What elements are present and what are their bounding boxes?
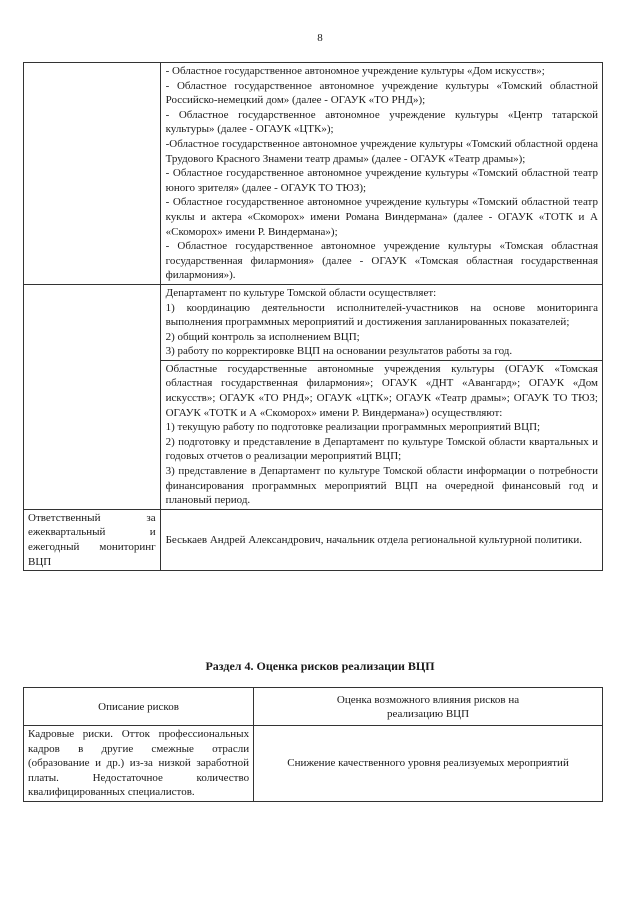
risk-description-cell — [24, 726, 254, 802]
table-header-row — [24, 688, 603, 726]
list-item: Департамент по культуре Томской области осуществляет: — [165, 286, 437, 299]
monitoring-label-cell — [24, 509, 161, 570]
risk-impact-cell — [254, 726, 603, 802]
table-cell-institution-duties — [160, 360, 602, 509]
header-risk-impact-text: Оценка возможного влияния рисков на реализацию ВЦП — [336, 693, 520, 720]
table-cell-empty — [24, 63, 161, 285]
list-item: 3) работу по корректировке ВЦП на основании результатов работы за год. — [165, 345, 513, 358]
list-item: - Областное государственное автономное учреждение культуры «Томский областной Российско-немецкий дом» (далее - ОГАУК «ТО РНД»); — [165, 79, 598, 107]
list-item: - Областное государственное автономное учреждение культуры «Томский областной театр куклы и актера «Скоморох» имени Романа Виндермана» (далее - ОГАУК «ТОТК и А «Скоморох» имени Р. Виндермана»); — [165, 196, 598, 238]
table-cell-empty — [24, 284, 161, 509]
monitoring-label: Ответственный за ежеквартальный и ежегодный мониторинг ВЦП — [28, 511, 156, 568]
page-number: 8 — [317, 32, 323, 44]
table-cell-institutions — [160, 63, 602, 285]
list-item: -Областное государственное автономное учреждение культуры «Томский областной ордена Трудового Красного Знамени театр драмы» (далее - ОГАУК «Театр драмы»); — [165, 137, 598, 165]
list-item: - Областное государственное автономное учреждение культуры «Томская областная государственная филармония» (далее - ОГАУК «Томская областная государственная филармония»). — [165, 240, 598, 282]
table-cell-department-duties — [160, 284, 602, 360]
list-item: - Областное государственное автономное учреждение культуры «Дом искусств»; — [165, 65, 545, 77]
table-row — [24, 509, 603, 570]
risk-table — [23, 687, 603, 802]
list-item: 1) координацию деятельности исполнителей-участников на основе мониторинга выполнения программных мероприятий и достижения запланированных показателей; — [165, 301, 598, 329]
table-row — [24, 63, 603, 285]
header-risk-description: Описание рисков — [24, 688, 254, 726]
list-item: 1) текущую работу по подготовке реализации программных мероприятий ВЦП; — [165, 421, 541, 434]
list-item: 2) подготовку и представление в Департамент по культуре Томской области квартальных и годовых отчетов о реализации мероприятий ВЦП; — [165, 435, 598, 463]
list-item: - Областное государственное автономное учреждение культуры «Томский областной театр юного зрителя» (далее - ОГАУК ТО ТЮЗ); — [165, 167, 598, 194]
list-item: 2) общий контроль за исполнением ВЦП; — [165, 330, 360, 343]
monitoring-value-cell — [160, 509, 602, 570]
list-item: 3) представление в Департамент по культуре Томской области информации о потребности финансирования программных мероприятий ВЦП на очередной финансовый год и плановый период. — [165, 465, 598, 507]
list-item: Областные государственные автономные учреждения культуры (ОГАУК «Томская областная государственная филармония»; ОГАУК «ДНТ «Авангард»; ОГАУК «Дом искусств»; ОГАУК «ТО РНД»; ОГАУК «ЦТК»; ОГАУК «Театр драмы»; ОГАУК ТО ТЮЗ; ОГАУК «ТОТК и А «Скоморох» имени Р. Виндермана») осуществляют: — [165, 362, 598, 419]
responsibility-table — [23, 62, 603, 571]
risk-impact: Снижение качественного уровня реализуемых мероприятий — [287, 757, 569, 770]
table-row — [24, 726, 603, 802]
section-title: Раздел 4. Оценка рисков реализации ВЦП — [205, 659, 435, 673]
list-item: - Областное государственное автономное учреждение культуры «Центр татарской культуры» (далее - ОГАУК «ЦТК»); — [165, 108, 598, 136]
header-risk-impact — [254, 688, 603, 726]
table-row — [24, 284, 603, 360]
monitoring-responsible: Беськаев Андрей Александрович, начальник отдела региональной культурной политики. — [165, 533, 582, 546]
risk-description: Кадровые риски. Отток профессиональных кадров в другие смежные отрасли (образование и др.) из-за низкой заработной платы. Недостаточное количество квалифицированных специалистов. — [28, 728, 250, 799]
